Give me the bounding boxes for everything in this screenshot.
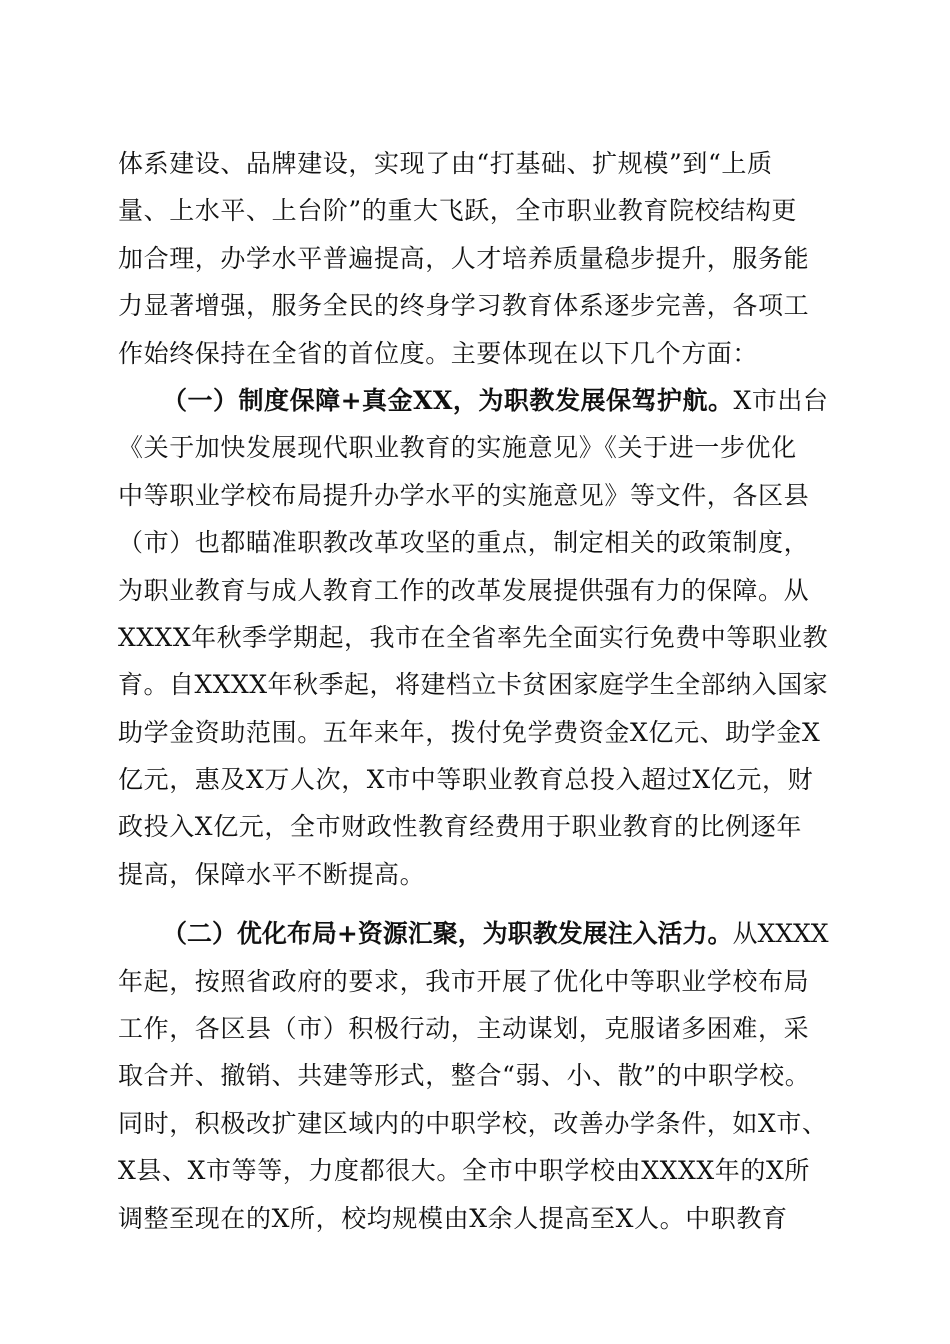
section-2-line: 工作，各区县（市）积极行动，主动谋划，克服诸多困难，采 — [118, 1014, 810, 1044]
paragraph-line: 体系建设、品牌建设，实现了由“打基础、扩规模”到“上质 — [118, 149, 773, 178]
paragraph-line: 加合理，办学水平普遍提高，人才培养质量稳步提升，服务能 — [118, 243, 810, 273]
paragraph-line: 量、上水平、上台阶”的重大飞跃，全市职业教育院校结构更 — [118, 196, 797, 226]
section-1-line: 《关于加快发展现代职业教育的实施意见》《关于进一步优化 — [118, 433, 797, 463]
section-2-line: 调整至现在的X所，校均规模由X余人提高至X人。中职教育 — [118, 1203, 788, 1233]
section-2-first-line-rest: 从XXXX — [732, 919, 829, 949]
section-1-line: 助学金资助范围。五年来年，拨付免学费资金X亿元、助学金X — [118, 717, 821, 747]
section-1-line: 政投入X亿元，全市财政性教育经费用于职业教育的比例逐年 — [118, 812, 802, 842]
section-1-line: XXXX年秋季学期起，我市在全省率先全面实行免费中等职业教 — [118, 622, 829, 652]
section-1-line: 提高，保障水平不断提高。 — [118, 859, 426, 889]
section-2-heading: （二）优化布局+资源汇聚，为职教发展注入活力。 — [162, 919, 733, 949]
section-2-line: X县、X市等等，力度都很大。全市中职学校由XXXX年的X所 — [118, 1156, 810, 1186]
paragraph-line: 作始终保持在全省的首位度。主要体现在以下几个方面： — [118, 338, 759, 368]
section-2-line: 取合并、撤销、共建等形式，整合“弱、小、散”的中职学校。 — [118, 1061, 811, 1091]
section-2-line: 年起，按照省政府的要求，我市开展了优化中等职业学校布局 — [118, 966, 810, 996]
section-1-heading: （一）制度保障+真金XX，为职教发展保驾护航。 — [162, 385, 734, 415]
section-1-first-line — [118, 377, 830, 424]
section-1-line: 亿元，惠及X万人次，X市中等职业教育总投入超过X亿元，财 — [118, 765, 814, 795]
paragraph-line: 力显著增强，服务全民的终身学习教育体系逐步完善，各项工 — [118, 291, 810, 321]
section-1-line: （市）也都瞄准职教改革攻坚的重点，制定相关的政策制度， — [118, 528, 810, 558]
section-1-line: 育。自XXXX年秋季起，将建档立卡贫困家庭学生全部纳入国家 — [118, 670, 829, 700]
section-2-line: 同时，积极改扩建区域内的中职学校，改善办学条件，如X市、 — [118, 1108, 828, 1138]
section-1-line: 中等职业学校布局提升办学水平的实施意见》等文件，各区县 — [118, 480, 810, 510]
section-2-first-line — [118, 910, 830, 957]
section-1-first-line-rest: X市出台 — [733, 385, 829, 415]
section-1-line: 为职业教育与成人教育工作的改革发展提供强有力的保障。从 — [118, 575, 810, 605]
document-body — [118, 140, 830, 1242]
